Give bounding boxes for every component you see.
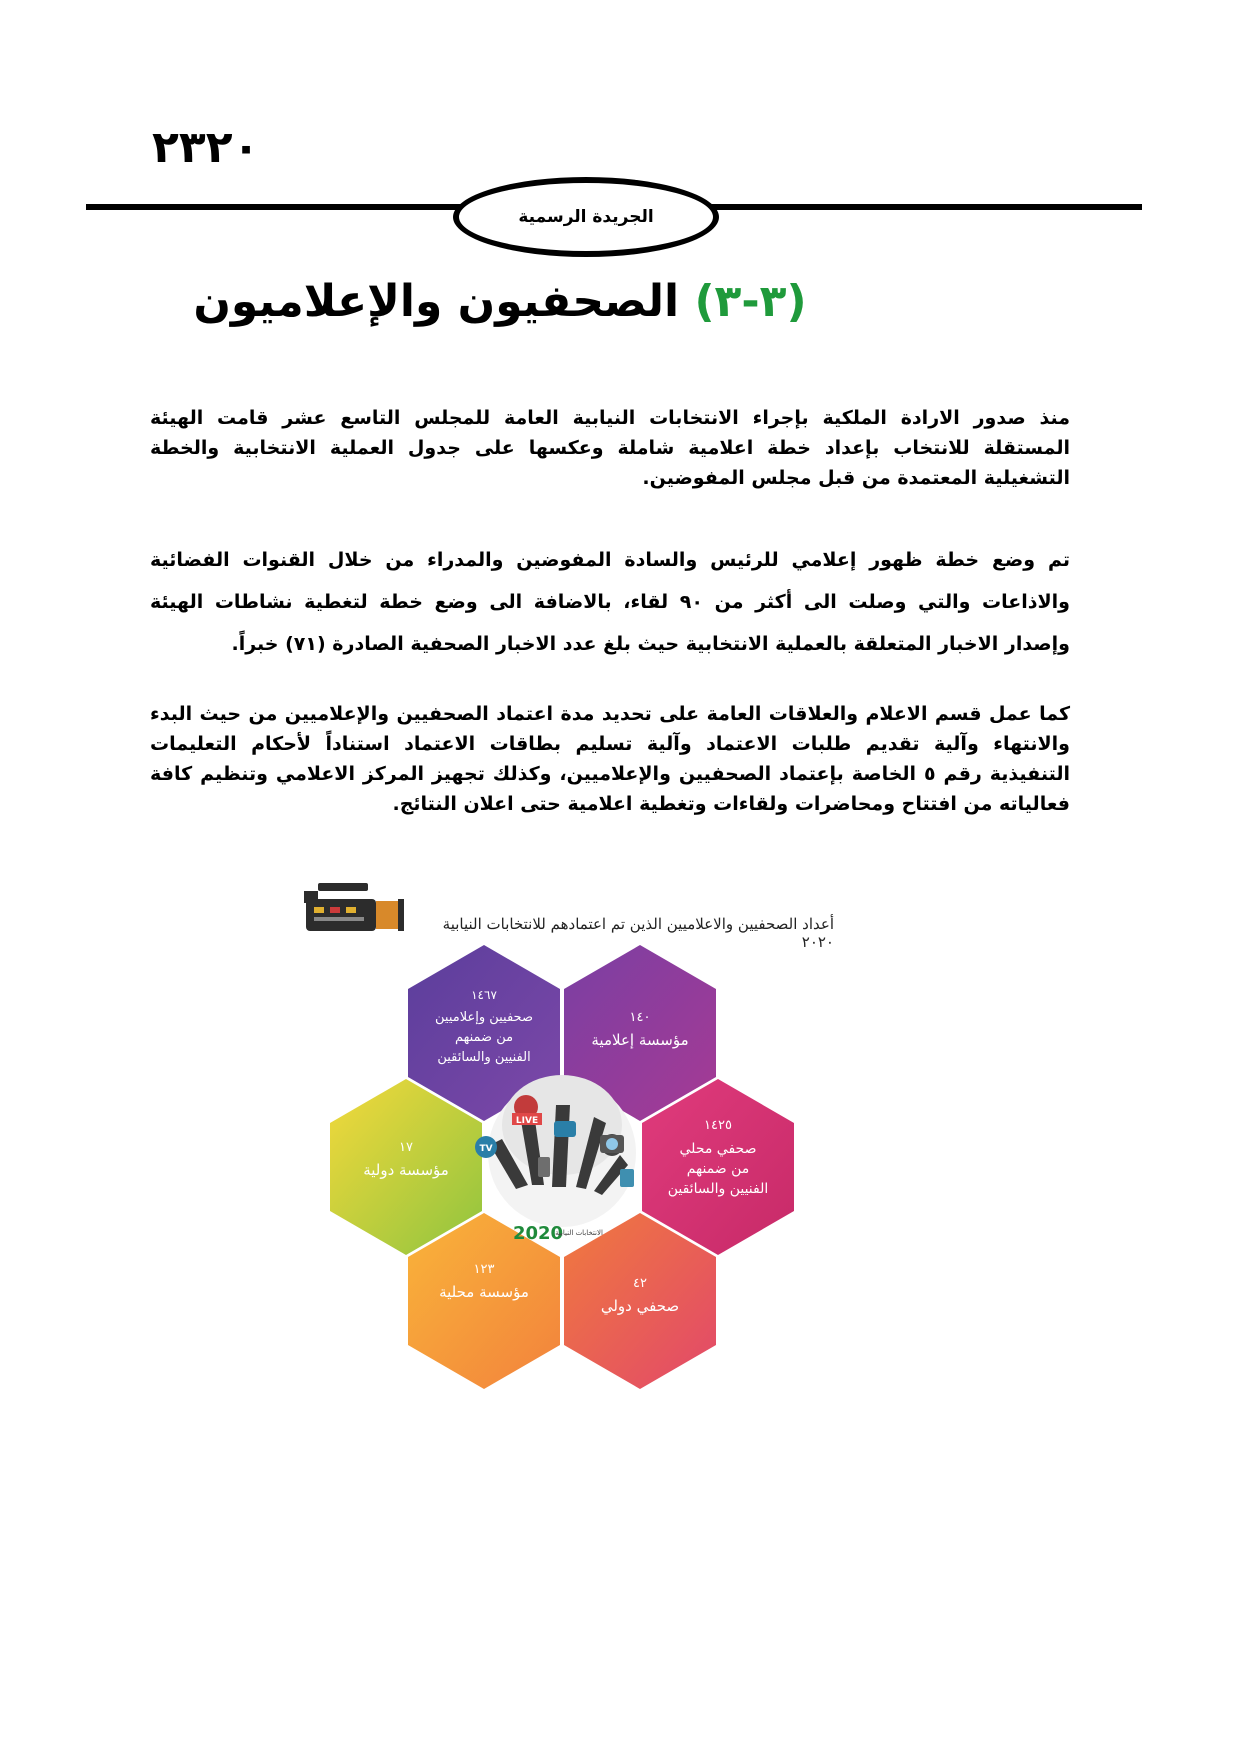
hexagon-3-value: ٤٢ <box>633 1276 647 1291</box>
hexagon-5-line-0: مؤسسة دولية <box>363 1161 449 1179</box>
hexagon-4-line-0: مؤسسة محلية <box>439 1283 529 1301</box>
hexagon-2-line-0: صحفي محلي <box>679 1141 757 1157</box>
logo-text: الانتخابات النيابية <box>555 1229 603 1237</box>
hexagon-3-line-0: صحفي دولي <box>600 1297 680 1315</box>
infographic-caption: أعداد الصحفيين والاعلاميين الذين تم اعتمادهم للانتخابات النيابية ٢٠٢٠ <box>442 915 834 951</box>
section-number: (٣-٣) <box>694 276 807 327</box>
hexagon-1-line-0: مؤسسة إعلامية <box>591 1031 689 1049</box>
section-title-text: الصحفيون والإعلاميون <box>193 276 680 327</box>
hexagon-2-value: ١٤٢٥ <box>704 1118 732 1133</box>
section-title <box>150 276 850 327</box>
hexagon-0-line-2: الفنيين والسائقين <box>437 1050 531 1065</box>
infographic-graphic <box>294 855 994 1445</box>
hexagon-0-line-0: صحفيين وإعلاميين <box>435 1010 533 1025</box>
live-label: LIVE <box>515 1116 539 1126</box>
hexagon-0-line-1: من ضمنهم <box>454 1030 514 1045</box>
hexagon-1-value: ١٤٠ <box>629 1010 651 1025</box>
hexagon-4-value: ١٢٣ <box>473 1262 495 1277</box>
page-number: ٢٣٢٠ <box>152 122 260 173</box>
video-camera-icon <box>304 883 404 931</box>
hexagon-2-line-2: الفنيين والسائقين <box>667 1181 769 1197</box>
logo-year: 2020 <box>512 1223 564 1244</box>
paragraph-1: منذ صدور الارادة الملكية بإجراء الانتخابات النيابية العامة للمجلس التاسع عشر قامت الهيئة المستقلة للانتخاب بإعداد خطة اعلامية شاملة وعكسها على جدول العملية الانتخابية والخطة التشغيلية المعتمدة من قبل مجلس المفوضين. <box>150 407 1070 489</box>
hexagon-0-value: ١٤٦٧ <box>471 988 497 1002</box>
tv-label: TV <box>479 1144 493 1154</box>
hexagon-2-line-1: من ضمنهم <box>686 1161 750 1177</box>
paragraph-2: تم وضع خطة ظهور إعلامي للرئيس والسادة المفوضين والمدراء من خلال القنوات الفضائية والاذاعات والتي وصلت الى أكثر من ٩٠ لقاء، بالاضافة الى وضع خطة لتغطية نشاطات الهيئة وإصدار الاخبار المتعلقة بالعملية الانتخابية حيث بلغ عدد الاخبار الصحفية الصادرة (٧١) خبراً. <box>150 549 1070 655</box>
paragraph-3: كما عمل قسم الاعلام والعلاقات العامة على تحديد مدة اعتماد الصحفيين والإعلاميين من حيث البدء والانتهاء وآلية تقديم طلبات الاعتماد وآلية تسليم بطاقات الاعتماد استناداً لأحكام التعليمات التنفيذية رقم ٥ الخاصة بإعتماد الصحفيين والإعلاميين، وكذلك تجهيز المركز الاعلامي وتنظيم كافة فعالياته من افتتاح ومحاضرات ولقاءات وتغطية اعلامية حتى اعلان النتائج. <box>150 703 1070 815</box>
accreditation-infographic <box>294 855 994 1445</box>
gazette-name-badge: الجريدة الرسمية <box>453 177 719 257</box>
hexagon-5-value: ١٧ <box>399 1140 413 1155</box>
elections-2020-logo <box>513 1223 603 1244</box>
